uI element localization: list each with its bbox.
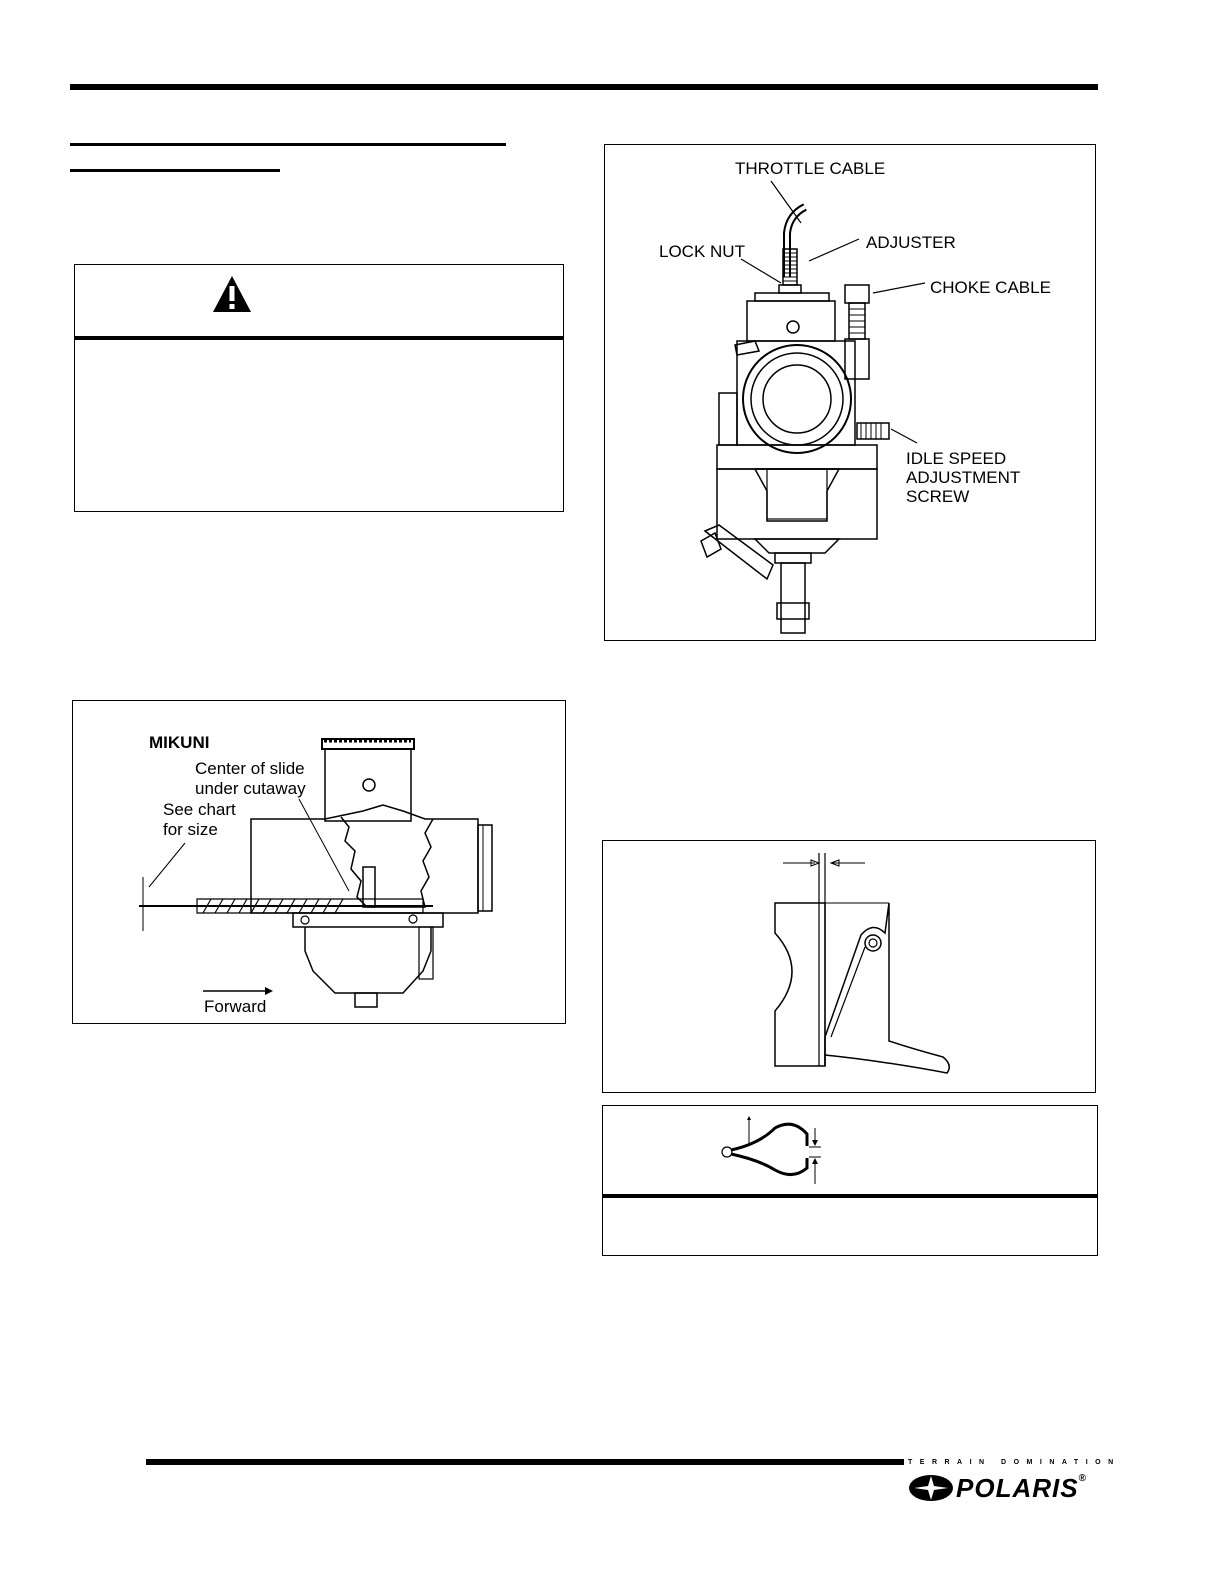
section-heading-rule: [70, 143, 506, 146]
carburetor-drawing: [605, 145, 1097, 642]
figure-mikuni-float-height: [72, 700, 566, 1024]
brand-name-text: POLARIS: [956, 1473, 1079, 1503]
callout-slide-line2: under cutaway: [195, 779, 306, 798]
mikuni-carburetor-drawing: [73, 701, 567, 1025]
label-lock-nut: LOCK NUT: [659, 242, 745, 261]
brand-name: [956, 1473, 1087, 1504]
callout-chart-line2: for size: [163, 820, 218, 839]
label-choke-cable: CHOKE CABLE: [930, 278, 1051, 297]
forward-label: Forward: [204, 997, 267, 1016]
label-idle-line2: ADJUSTMENT: [906, 468, 1021, 487]
warning-box: [74, 264, 564, 512]
header-rule: [70, 84, 1098, 90]
warning-divider: [75, 336, 563, 340]
label-idle-line3: SCREW: [906, 487, 970, 506]
label-idle-line1: IDLE SPEED: [906, 449, 1007, 468]
float-arm-drawing: [603, 841, 1097, 1094]
caliper-icon: [719, 1114, 829, 1190]
figure-carburetor-adjustments: [604, 144, 1096, 641]
mikuni-label: MIKUNI: [149, 733, 210, 752]
section-heading-rule-short: [70, 169, 280, 172]
warning-triangle-icon: [212, 275, 252, 313]
measurement-note-box: [602, 1105, 1098, 1256]
label-adjuster: ADJUSTER: [866, 233, 956, 252]
polaris-logo: [908, 1473, 1094, 1503]
callout-chart-line1: See chart: [163, 800, 236, 819]
footer-rule: [146, 1459, 904, 1465]
brand-tagline: TERRAIN DOMINATION: [908, 1459, 1121, 1466]
figure-float-arm: [602, 840, 1096, 1093]
registered-mark: ®: [1078, 1473, 1087, 1484]
note-divider: [603, 1194, 1097, 1198]
callout-slide-line1: Center of slide: [195, 759, 305, 778]
polaris-star-icon: [908, 1473, 954, 1503]
label-throttle-cable: THROTTLE CABLE: [735, 159, 886, 178]
